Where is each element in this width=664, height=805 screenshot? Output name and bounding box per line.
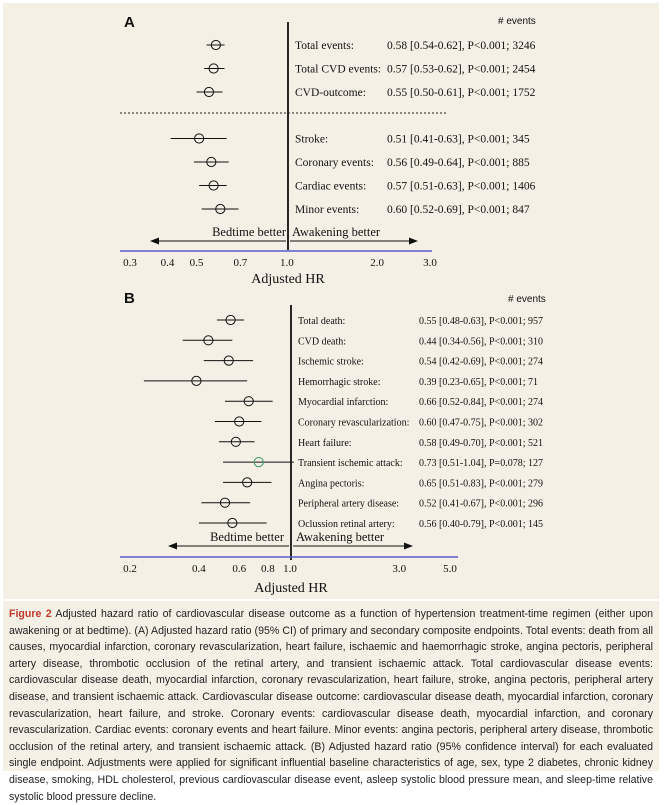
panel-a-row-stat: 0.57 [0.53-0.62], P<0.001; 2454 [387,63,536,76]
panel-a-row-label: Cardiac events: [295,180,367,193]
panel-b-row-label: Angina pectoris: [298,478,365,490]
panel-a-row-stat: 0.51 [0.41-0.63], P<0.001; 345 [387,133,530,146]
panel-b-right-direction-label: Awakening better [296,530,385,544]
panel-b-x-tick-label: 0.8 [260,563,275,575]
panel-b-row-stat: 0.39 [0.23-0.65], P<0.001; 71 [419,376,538,388]
panel-b-left-direction-label: Bedtime better [210,530,284,544]
panel-a-row-label: Minor events: [295,204,360,216]
panel-b-row-stat: 0.66 [0.52-0.84], P<0.001; 274 [419,397,543,409]
panel-b-x-tick-label: 5.0 [443,563,457,575]
panel-b-x-tick-label: 0.6 [232,563,247,575]
figure-caption-text: Adjusted hazard ratio of cardiovascular disease outcome as a function of hypertension treatment-time regimen (either upon awakening or at bedtime). (A) Adjusted hazard ratio (95% CI) of primary and secondary composite endpoints. Total events: death from all causes, myocardial infarction, coronary revascularization, heart failure, ischaemic and haemorrhagic stroke, angina pectoris, peripheral artery disease, thrombotic occlusion of the retinal artery, and transient ischaemic attack. Total cardiovascular disease events: cardiovascular disease death, myocardial infarction, coronary revascularization, heart failure, stroke, angina pectoris, peripheral artery disease, and transient ischaemic attack. Cardiovascular disease outcome: cardiovascular disease death, myocardial infarction, coronary revascularization, heart failure, and stroke. Coronary events: cardiovascular disease death, myocardial infarction, and coronary revascularization. Cardiac events: coronary events and heart failure. Minor events: angina pectoris, peripheral artery disease, thrombotic occlusion of the retinal artery, and transient ischaemic attack. (B) Adjusted hazard ratio (95% confidence interval) for each evaluated single endpoint. Adjustments were applied for significant influential baseline characteristics of age, sex, type 2 diabetes, chronic kidney disease, smoking, HDL cholesterol, previous cardiovascular disease event, asleep systolic blood pressure mean, and sleep-time relative systolic blood pressure decline. [9,608,653,803]
panel-b-row-label: Peripheral artery disease: [298,498,400,510]
panel-a-row-stat: 0.60 [0.52-0.69], P<0.001; 847 [387,204,530,216]
panel-b-row-stat: 0.54 [0.42-0.69], P<0.001; 274 [419,356,543,368]
panel-b-row-label: Transient ischemic attack: [298,458,403,470]
panel-a-left-direction-label: Bedtime better [212,225,286,239]
panel-b-row-label: Oclussion retinal artery: [298,519,395,530]
panel-b-row-stat: 0.44 [0.34-0.56], P<0.001; 310 [419,336,543,348]
panel-b-x-tick-label: 1.0 [283,563,297,575]
panel-b-row-stat: 0.60 [0.47-0.75], P<0.001; 302 [419,417,543,429]
panel-a-x-tick-label: 0.4 [160,257,175,269]
panel-b-x-axis-label: Adjusted HR [254,581,328,596]
panel-a-row-label: CVD-outcome: [295,87,366,99]
panel-b-x-tick-label: 0.2 [123,563,137,575]
panel-b-row-stat: 0.73 [0.51-1.04], P=0.078; 127 [419,458,543,470]
panel-b-row-label: Hemorrhagic stroke: [298,376,381,388]
panel-b-row-label: Total death: [298,316,346,327]
panel-a-label: A [124,14,135,31]
panel-a-row-label: Stroke: [295,133,329,146]
figure-caption-label: Figure 2 [9,608,52,620]
panel-b-row-stat: 0.52 [0.41-0.67], P<0.001; 296 [419,498,543,510]
panel-b-row-stat: 0.56 [0.40-0.79], P<0.001; 145 [419,519,543,530]
panel-a-row-stat: 0.56 [0.49-0.64], P<0.001; 885 [387,157,530,169]
panel-a-row-label: Total CVD events: [295,63,382,76]
panel-b-events-header: # events [508,294,546,305]
panel-a-row-stat: 0.57 [0.51-0.63], P<0.001; 1406 [387,180,536,193]
panel-b-row-stat: 0.65 [0.51-0.83], P<0.001; 279 [419,478,543,490]
panel-a-row-label: Coronary events: [295,157,374,169]
figure-caption [3,601,659,803]
panel-a-x-tick-label: 1.0 [279,257,294,269]
panel-a-row-stat: 0.58 [0.54-0.62], P<0.001; 3246 [387,40,536,52]
panel-a-x-axis-label: Adjusted HR [251,272,325,287]
panel-a-right-direction-label: Awakening better [292,225,381,239]
panel-a-events-header: # events [498,16,536,27]
panel-a-row-label: Total events: [295,40,354,52]
panel-a-x-tick-label: 0.5 [189,257,204,269]
panel-b-x-tick-label: 0.4 [192,563,206,575]
panel-a-x-tick-label: 3.0 [423,257,437,269]
panel-b-row-stat: 0.58 [0.49-0.70], P<0.001; 521 [419,437,543,449]
panel-b-row-label: CVD death: [298,336,347,348]
panel-a-row-stat: 0.55 [0.50-0.61], P<0.001; 1752 [387,87,536,99]
panel-b-row-label: Myocardial infarction: [298,397,389,409]
panel-b-row-label: Heart failure: [298,437,352,449]
panel-a-x-tick-label: 0.3 [123,257,137,269]
panel-a-x-tick-label: 0.7 [233,257,248,269]
panel-b-x-tick-label: 3.0 [392,563,407,575]
panel-b-row-stat: 0.55 [0.48-0.63], P<0.001; 957 [419,316,543,327]
panel-a-x-tick-label: 2.0 [370,257,385,269]
panel-b-label: B [124,290,135,307]
panel-b-row-label: Coronary revascularization: [298,417,410,429]
panel-b-row-label: Ischemic stroke: [298,356,364,368]
